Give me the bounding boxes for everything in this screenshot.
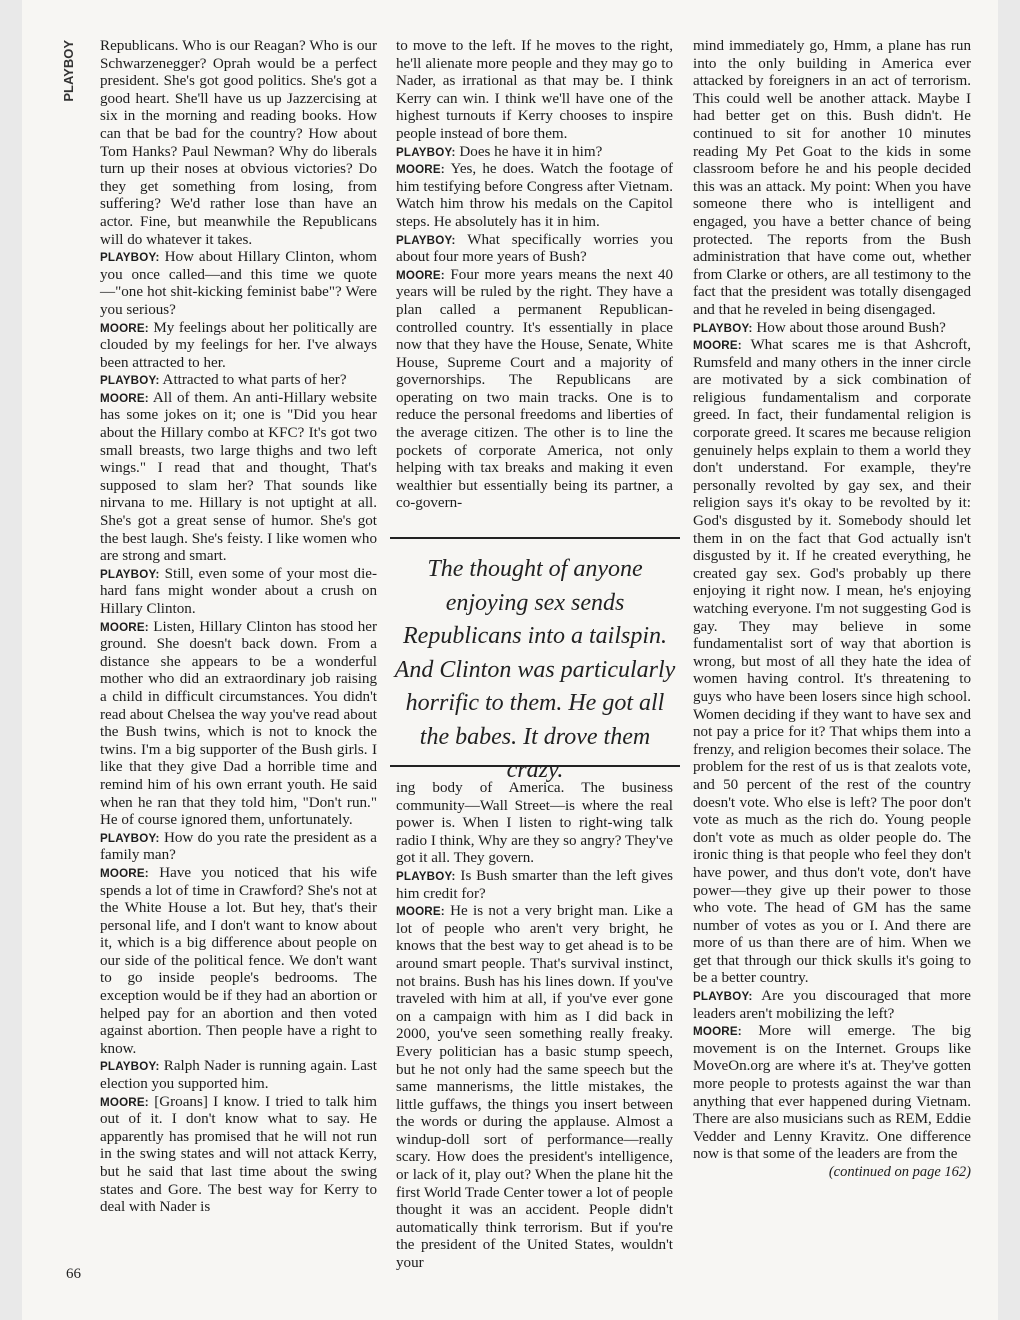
pull-quote-text: The thought of anyone enjoying sex sends Republicans into a tailspin. And Clinton was particularly horrific to them. He got all the babes. It drove them crazy.: [394, 556, 676, 783]
speaker-label: MOORE:: [396, 905, 445, 919]
column-2-top: [396, 38, 673, 513]
column-2-bottom: [396, 780, 673, 1273]
running-head-logo: PLAYBOY: [61, 40, 76, 102]
speaker-label: PLAYBOY:: [693, 990, 753, 1004]
paragraph-text: What scares me is that Ashcroft, Rumsfeld and many others in the inner circle are motivated by a sick combination of religious fundamentalism and corporate greed. In fact, their fundamental religion is corporate greed. It scares me because religion genuinely helps explain to them a world they don't understand. For example, they're personally revolted by gay sex, and their religion says it's okay to be revolted by it: God's disgusted by it. Somebody should let them in on the fact that God actually isn't disgusted by it. If he created everything, he created gay sex. God's probably up there enjoying it right now. I mean, he's enjoying watching everyone. I'm not suggesting God is gay. They may believe in some fundamentalist sort of way that abortion is wrong, but most of all they hate the idea of women having control. It's threatening to guys who have been losers since high school. Women deciding if they want to have sex and not pay a price for it? That whips them into a frenzy, and religion becomes their solace. The problem for the rest of us is that zealots vote, and 50 percent of the rest of the country doesn't vote. Who else is left? The poor don't vote as much as the rich do. Young people don't vote as much as older people do. The ironic thing is that people who feel they don't have power, and thus don't vote, don't have power—they give up their power to those who vote. The head of GM has the same number of votes as you or I. And there are more of us than there are of him. When we get that through our thick skulls it's going to be a better country.: [693, 337, 971, 987]
paragraph: [693, 1023, 971, 1164]
paragraph: [693, 337, 971, 988]
speaker-label: MOORE:: [100, 321, 149, 335]
paragraph-text: How do you rate the president as a family man?: [100, 829, 378, 864]
speaker-label: MOORE:: [100, 1095, 149, 1109]
paragraph-text: mind immediately go, Hmm, a plane has run into the only building in America ever attacked by foreigners in an act of terrorism. This could well be another attack. Maybe I had better get on this. Bush didn't. He continued to sit for another 10 minutes reading My Pet Goat to the kids in some classroom before he and his people decided this was an attack. My point: When you have someone there who is intelligent and engaged, you have a better chance of being protected. The reports from the Bush administration that have come out, whether from Clarke or others, are all testimony to the fact that the president was totally disengaged and that he reveled in being disengaged.: [693, 38, 971, 318]
paragraph-text: Yes, he does. Watch the footage of him testifying before Congress after Vietnam. Watch him throw his medals on the Capitol steps. He absolutely has it in him.: [396, 161, 673, 230]
paragraph: [100, 619, 377, 830]
paragraph-text: How about Hillary Clinton, whom you once called—and this time we quote—"one hot shit-kicking feminist babe"? Were you serious?: [100, 249, 377, 318]
paragraph: [100, 38, 377, 249]
paragraph: [100, 1058, 377, 1093]
paragraph: [100, 566, 377, 619]
paragraph: [100, 865, 377, 1059]
paragraph: [396, 144, 673, 162]
speaker-label: PLAYBOY:: [100, 374, 160, 388]
paragraph: [396, 868, 673, 903]
paragraph-text: Ralph Nader is running again. Last election you supported him.: [100, 1058, 377, 1093]
paragraph-text: My feelings about her politically are clouded by my feelings for her. I've always been attracted to her.: [100, 319, 378, 371]
paragraph: [396, 903, 673, 1272]
paragraph: [100, 390, 377, 566]
paragraph-text: Are you discouraged that more leaders aren't mobilizing the left?: [693, 988, 971, 1022]
speaker-label: MOORE:: [693, 339, 742, 353]
pull-quote: [390, 537, 680, 783]
paragraph-text: What specifically worries you about four more years of Bush?: [396, 231, 673, 266]
paragraph-text: Is Bush smarter than the left gives him credit for?: [396, 867, 673, 902]
paragraph: [396, 267, 673, 513]
paragraph-text: He is not a very bright man. Like a lot of people who aren't very bright, he knows that the best way to get ahead is to be around smart people. That's survival instinct, not brains. Bush has his lines down. If you've traveled with him at all, if you've ever gone on a campaign with him as I did back in 2000, you've seen something really freaky. Every politician has a basic stump speech, but he not only had the same speech but the same mannerisms, the little mistakes, the little guffaws, the things you insert between the words or during the applause. Almost a windup-doll sort of performance—really scary. How does the president's intelligence, or lack of it, play out? When the plane hit the first World Trade Center tower a lot of people thought it was an accident. People didn't automatically think terrorism. But if you're the president of the United States, wouldn't your: [396, 903, 673, 1272]
speaker-label: MOORE:: [100, 866, 149, 880]
speaker-label: PLAYBOY:: [693, 321, 753, 335]
paragraph-text: Attracted to what parts of her?: [162, 372, 347, 389]
speaker-label: PLAYBOY:: [100, 831, 160, 845]
paragraph-text: to move to the left. If he moves to the right, he'll alienate more people and they may go to Nader, as irrational as that may be. I think Kerry can win. I think we'll have one of the highest turnouts if Kerry chooses to inspire people instead of bore them.: [396, 38, 673, 142]
speaker-label: MOORE:: [396, 163, 445, 177]
speaker-label: PLAYBOY:: [396, 145, 456, 159]
speaker-label: PLAYBOY:: [396, 869, 456, 883]
column-1: [100, 38, 377, 1217]
speaker-label: MOORE:: [396, 268, 445, 282]
speaker-label: MOORE:: [693, 1025, 742, 1039]
speaker-label: PLAYBOY:: [100, 567, 160, 581]
paragraph: [693, 988, 971, 1023]
paragraph: [100, 830, 377, 865]
paragraph-text: ing body of America. The business community—Wall Street—is where the real power is. When I listen to right-wing talk radio I think, Why are they so angry? They've got it all. They govern.: [396, 780, 673, 867]
paragraph-text: Listen, Hillary Clinton has stood her ground. She doesn't back down. From a distance she appears to be a wonderful mother who did an extraordinary job raising a child in difficult circumstances. You didn't read about Chelsea the way you've read about the Bush twins, which is not to knock the twins. I'm a big supporter of the Bush girls. I like that they give Dad a horrible time and remind him of his own errant youth. He said when he ran that they told him, "Don't run." He of course ignored them, unfortunately.: [100, 618, 377, 829]
continuation-note: (continued on page 162): [828, 1164, 971, 1180]
page-number: 66: [66, 1266, 81, 1282]
speaker-label: PLAYBOY:: [100, 1060, 160, 1074]
paragraph: [396, 780, 673, 868]
paragraph: [693, 38, 971, 320]
paragraph-text: Four more years means the next 40 years will be ruled by the right. They have a plan called a permanent Republican-controlled country. It's essentially in place now that they have the House, Senate, White House, Supreme Court and a majority of governorships. The Republicans are operating on two main tracks. One is to reduce the personal freedoms and liberties of the average citizen. The other is to line the pockets of corporate America, not only helping with tax breaks and making it even wealthier but essentially being its partner, a co-govern-: [396, 266, 673, 512]
paragraph-text: All of them. An anti-Hillary website has some jokes on it; one is "Did you hear about the Hillary combo at KFC? It's got two small breasts, two large thighs and two left wings." I read that and thought, That's supposed to slam her? That sounds like nirvana to me. Hillary is not uptight at all. She's got a great sense of humor. She's got the best laugh. She's feisty. I like women who are strong and smart.: [100, 389, 377, 565]
paragraph: [396, 161, 673, 231]
paragraph: [396, 38, 673, 144]
speaker-label: PLAYBOY:: [396, 233, 456, 247]
paragraph-text: More will emerge. The big movement is on the Internet. Groups like MoveOn.org are where it's at. They've gotten more people to protests against the war than anything that ever happened during Vietnam. There are also musicians such as REM, Eddie Vedder and Lenny Kravitz. One difference now is that some of the leaders are from the: [693, 1023, 971, 1163]
paragraph-text: Republicans. Who is our Reagan? Who is our Schwarzenegger? Oprah would be a perfect president. She's got good politics. She's got a good heart. She'll have us up Jazzercising at six in the morning and reading books. How can that be bad for the country? How about Tom Hanks? Paul Newman? Why do liberals turn up their noses at obvious victories? Do they get something from losing, from suffering? We'd rather lose than have an actor. Fine, but meanwhile the Republicans will do whatever it takes.: [100, 38, 377, 248]
speaker-label: MOORE:: [100, 391, 149, 405]
paragraph-text: [Groans] I know. I tried to talk him out of it. I don't know what to say. He apparently has promised that he will not run in the swing states and will not attack Kerry, but he said that last time about the swing states and Gore. The best way for Kerry to deal with Nader is: [100, 1093, 377, 1216]
paragraph-text: Does he have it in him?: [459, 143, 603, 160]
magazine-page: [22, 0, 998, 1320]
paragraph-text: Still, even some of your most die-hard fans might wonder about a crush on Hillary Clinton.: [100, 565, 377, 617]
paragraph-text: Have you noticed that his wife spends a lot of time in Crawford? She's not at the White House a lot. But hey, that's their personal life, and I don't want to know about it, which is a big difference about people on our side of the political fence. We don't want to go inside people's bedrooms. The exception would be if they had an abortion or helped pay for an abortion and then voted against abortion. Then people have a right to know.: [100, 864, 377, 1057]
paragraph: [100, 1094, 377, 1217]
speaker-label: MOORE:: [100, 620, 149, 634]
paragraph: [693, 320, 971, 338]
paragraph-text: How about those around Bush?: [756, 319, 946, 336]
paragraph: [100, 249, 377, 319]
speaker-label: PLAYBOY:: [100, 251, 160, 265]
paragraph: [100, 320, 377, 373]
paragraph: [396, 232, 673, 267]
paragraph: [100, 372, 377, 390]
column-3: [693, 38, 971, 1182]
